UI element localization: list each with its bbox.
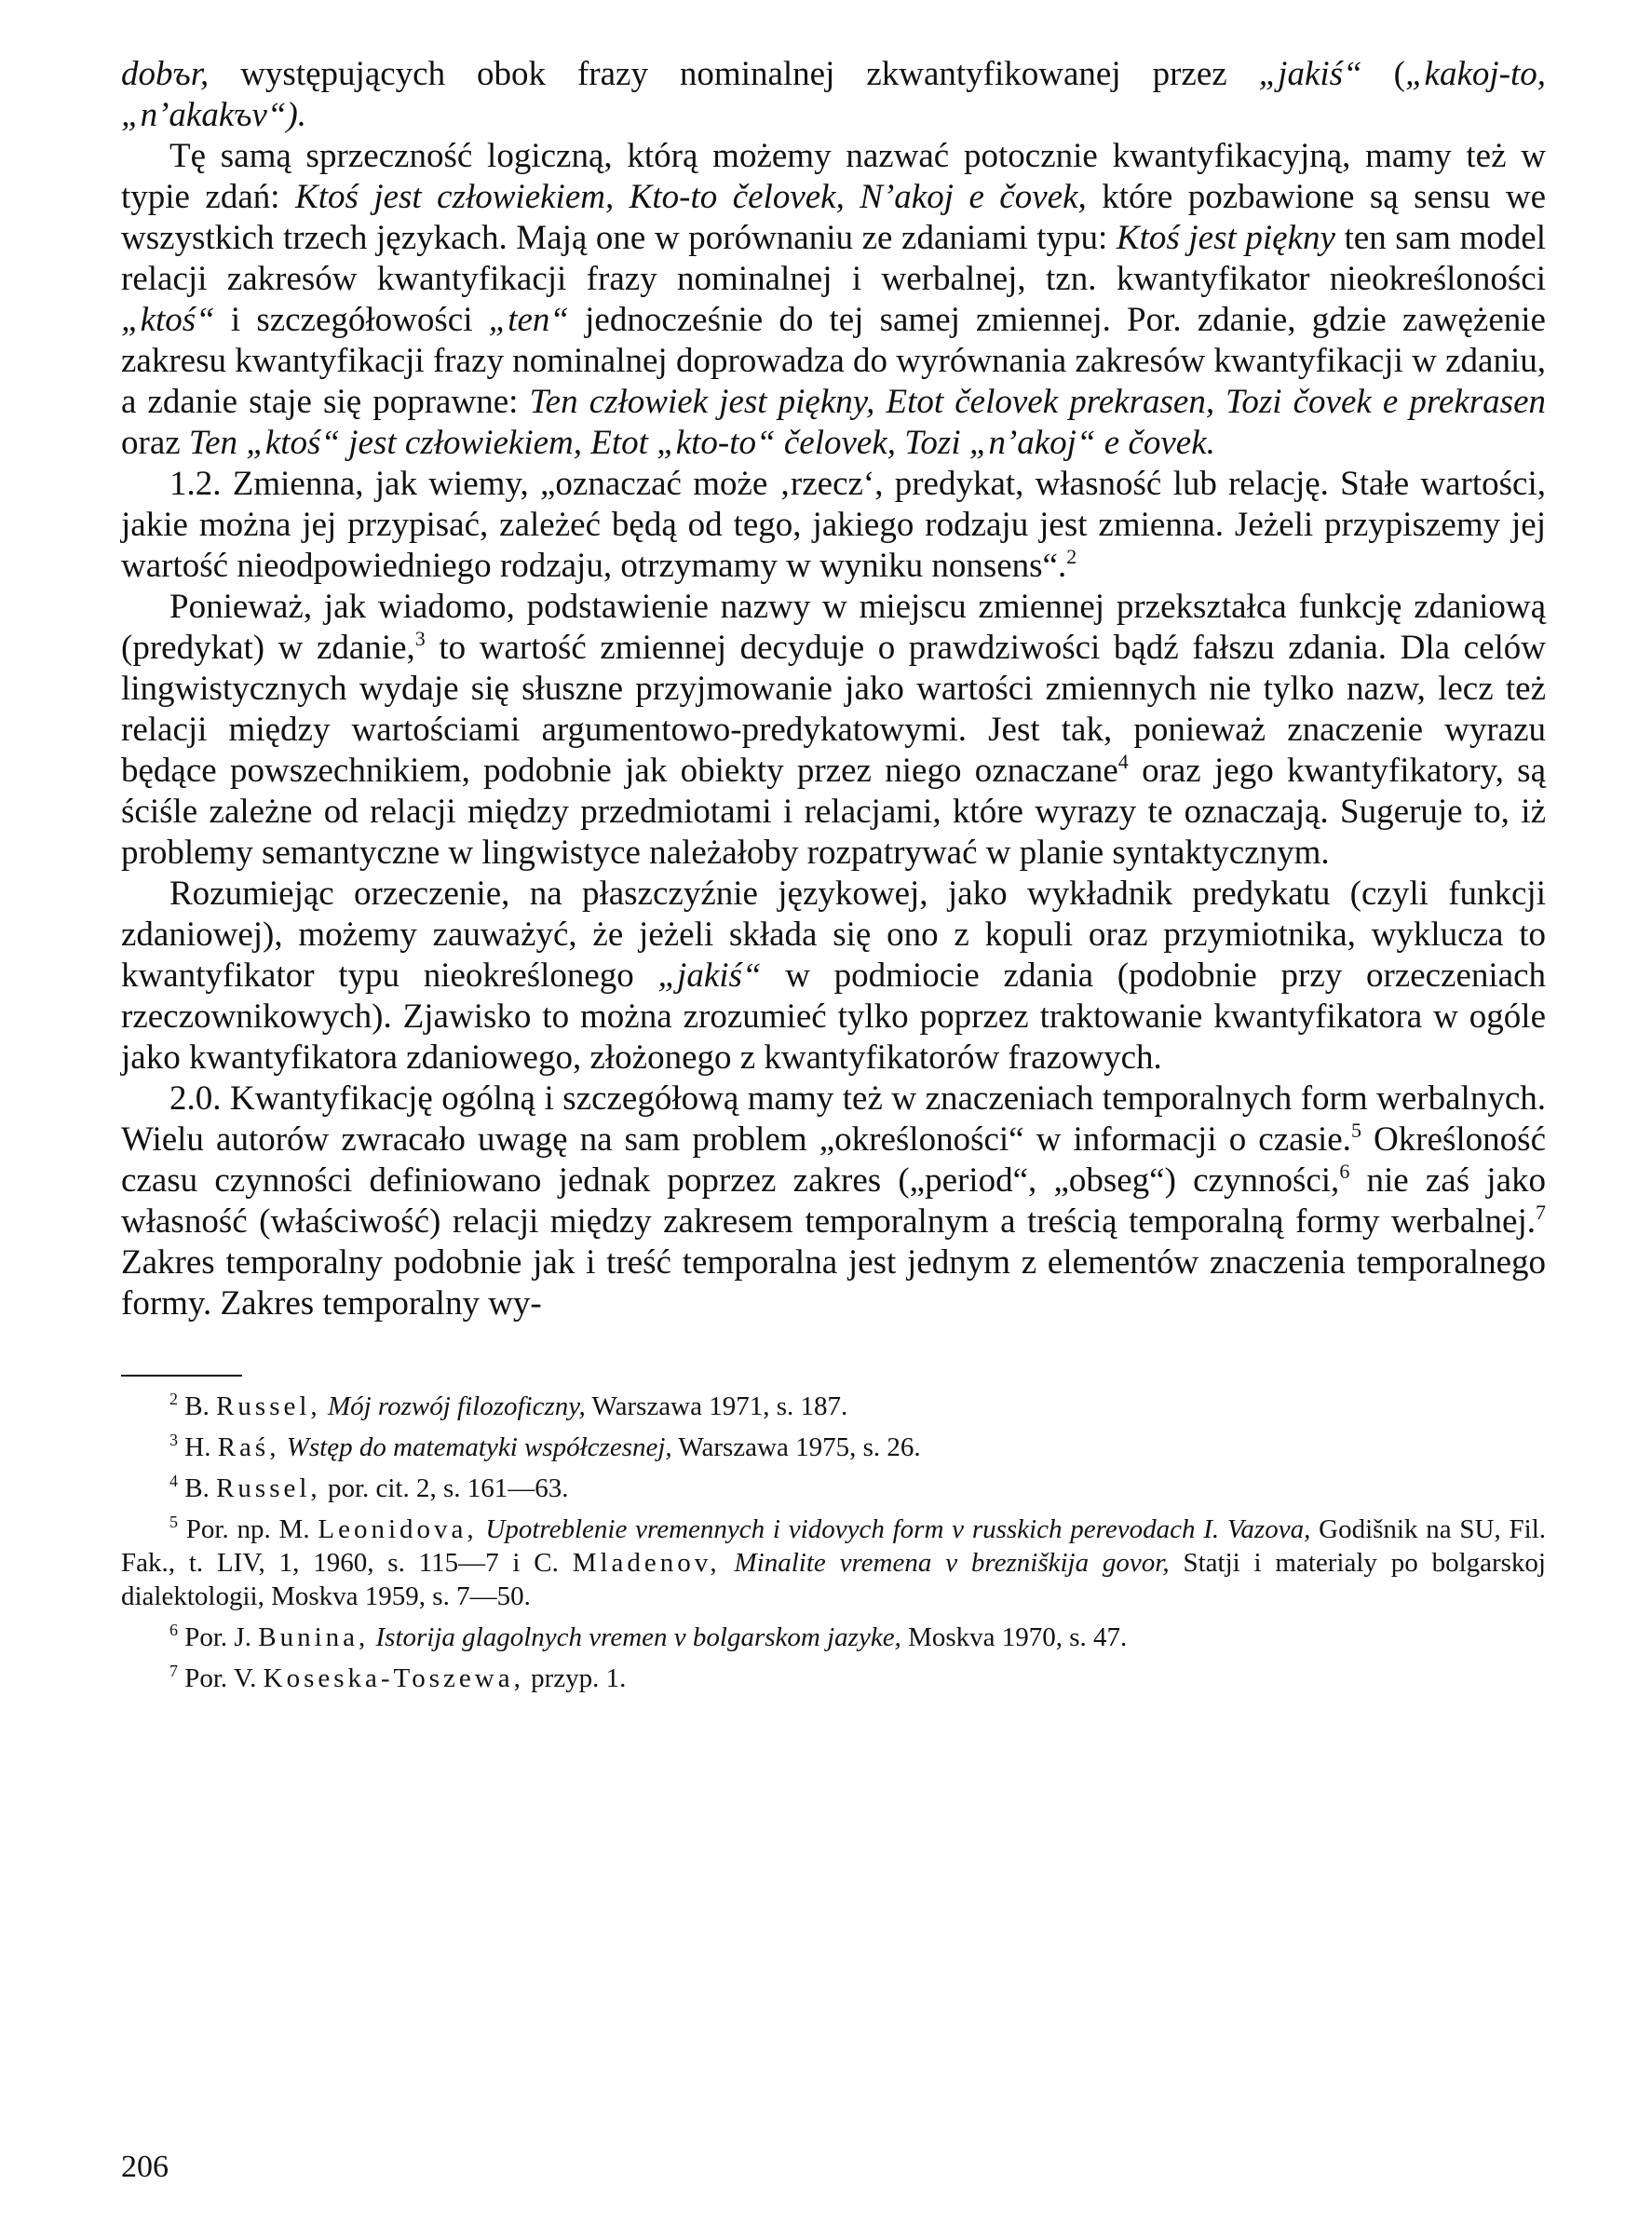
italic-run: „jakiś“ [1258, 55, 1362, 93]
text-run: nie zaś jako własność (właściwość) relacji między zakresem temporalnym a treścią temporalną formy werbalnej. [121, 1161, 1546, 1241]
footnote-ref: 2 [169, 1390, 178, 1408]
paragraph [121, 136, 1546, 464]
footnote-ref: 5 [169, 1513, 178, 1531]
document-page [121, 54, 1546, 1703]
text-run: 1.2. Zmienna, jak wiemy, „oznaczać może ‚rzecz‘, predykat, własność lub relację. Stałe wartości, jakie można jej przypisać, zależeć będą od tego, jakiego rodzaju jest zmienna. Jeżeli przypiszemy jej wartość nieodpowiedniego rodzaju, otrzymamy w wyniku nonsens“. [121, 465, 1546, 585]
footnote [121, 1513, 1546, 1613]
text-run: w podmiocie zdania (podobnie przy orzeczeniach rzeczownikowych). Zjawisko to można zrozumieć tylko poprzez traktowanie kwantyfikatora w ogóle jako kwantyfikatora zdaniowego, złożonego z kwantyfikatorów frazowych. [121, 957, 1547, 1077]
text-run: Rozumiejąc orzeczenie, na płaszczyźnie językowej, jako wykładnik predykatu (czyli funkcji zdaniowej), możemy zauważyć, że jeżeli składa się ono z kopuli oraz przymiotnika, wyklucza to kwantyfikator typu nieokreślonego [121, 875, 1546, 995]
page-number: 206 [121, 2150, 169, 2184]
text-run: B. [178, 1391, 217, 1421]
footnote [121, 1472, 1546, 1505]
italic-run: „ten“ [488, 301, 569, 339]
text-run: Bunina, [258, 1622, 370, 1652]
text-run: Russel, [216, 1391, 321, 1421]
text-run: Koseska-Toszewa, [263, 1663, 524, 1693]
footnotes [121, 1390, 1546, 1695]
text-run: H. [178, 1432, 218, 1462]
text-run: Raś, [217, 1432, 280, 1462]
text-run: Moskva 1970, s. 47. [900, 1622, 1128, 1652]
text-run: jednocześnie do tej samej zmiennej. Por. zdanie, gdzie zawężenie zakresu kwantyfikacji frazy nominalnej doprowadza do wyrównania zakresów kwantyfikacji w zdaniu, a zdanie staje się poprawne: [121, 301, 1546, 421]
text-run: występujących obok frazy nominalnej zkwantyfikowanej przez [209, 55, 1259, 93]
paragraph [121, 54, 1546, 136]
text-run [321, 1391, 328, 1421]
footnote [121, 1390, 1546, 1423]
italic-run: „ktoś“ [121, 301, 215, 339]
text-run: Tę samą sprzeczność logiczną, którą możemy nazwać potocznie kwantyfikacyjną, mamy też w typie zdań: [121, 137, 1546, 216]
text-run: ten sam model relacji zakresów kwantyfikacji frazy nominalnej i werbalnej, tzn. kwantyfikator nieokreśloności [121, 219, 1546, 298]
footnote [121, 1662, 1546, 1695]
text-run: oraz jego kwantyfikatory, są ściśle zależne od relacji między przedmiotami i relacjami, które wyrazy te oznaczają. Sugeruje to, iż problemy semantyczne w lingwistyce należałoby rozpatrywać w planie syntaktycznym. [121, 752, 1546, 872]
footnote [121, 1431, 1546, 1464]
text-run: Zakres temporalny podobnie jak i treść temporalna jest jednym z elementów znaczenia temporalnego formy. Zakres temporalny wy- [121, 1243, 1546, 1323]
text-run: Por. np. M. [178, 1514, 318, 1544]
text-run: por. cit. 2, s. 161—63. [320, 1473, 569, 1503]
italic-run: Ten człowiek jest piękny, Etot čelovek prekrasen, Tozi čovek e prekrasen [529, 383, 1546, 421]
text-run: Określoność czasu czynności definiowano jednak poprzez zakres („period“, „obseg“) czynności, [121, 1120, 1546, 1200]
text-run: Russel, [216, 1473, 321, 1503]
text-run [279, 1432, 286, 1462]
footnote-ref: 3 [169, 1431, 178, 1449]
text-run: ( [1361, 55, 1405, 93]
italic-run: Mój rozwój filozoficzny, [327, 1391, 586, 1421]
text-run: Leonidova, [318, 1514, 478, 1544]
text-run: które pozbawione są sensu we wszystkich trzech językach. Mają one w porównaniu ze zdaniami typu: [121, 178, 1546, 257]
footnote-ref: 7 [1536, 1201, 1546, 1224]
text-run: przyp. 1. [523, 1663, 627, 1693]
footnote-ref: 4 [1117, 750, 1129, 773]
footnote-ref: 2 [1066, 545, 1077, 568]
footnote-ref: 4 [169, 1472, 178, 1490]
italic-run: dobъr, [121, 55, 210, 93]
italic-run: Ktoś jest piękny [1116, 219, 1335, 257]
paragraph [121, 874, 1546, 1079]
italic-run: Wstęp do matematyki współczesnej, [286, 1432, 672, 1462]
paragraph [121, 464, 1546, 587]
text-run [369, 1622, 375, 1652]
footnote-ref: 5 [1350, 1119, 1361, 1142]
italic-run: Ten „ktoś“ jest człowiekiem, Etot „kto-to“ čelovek, Tozi „n’akoj“ e čovek. [188, 424, 1215, 462]
text-run: Godišnik na SU, Fil. Fak., t. LIV, 1, 1960, s. 115—7 i C. [121, 1514, 1547, 1578]
text-run: i szczegółowości [214, 301, 489, 339]
text-run: Por. J. [178, 1622, 259, 1652]
text-run: oraz [121, 424, 189, 462]
italic-run: Minalite vremena v brezniškija govor, [734, 1548, 1170, 1578]
footnote-ref: 6 [169, 1621, 178, 1639]
italic-run: Upotreblenie vremennych i vidovych form v russkich perevodach I. Vazova, [485, 1514, 1311, 1544]
italic-run: „kakoj-to, „n’akakъv“). [121, 55, 1546, 134]
text-run: Ponieważ, jak wiadomo, podstawienie nazwy w miejscu zmiennej przekształca funkcję zdaniową (predykat) w zdanie, [121, 588, 1546, 667]
footnote-ref: 7 [169, 1662, 178, 1680]
footnote-ref: 3 [414, 627, 426, 650]
text-run: Mladenov, [572, 1548, 721, 1578]
body-text [121, 54, 1546, 1324]
paragraph [121, 1079, 1546, 1324]
text-run [721, 1548, 735, 1578]
text-run: 2.0. Kwantyfikację ogólną i szczegółową mamy też w znaczeniach temporalnych form werbalnych. Wielu autorów zwracało uwagę na sam problem „określoności“ w informacji o czasie. [121, 1079, 1546, 1159]
footnote-separator [121, 1375, 242, 1377]
text-run: Warszawa 1975, s. 26. [671, 1432, 921, 1462]
footnote [121, 1621, 1546, 1654]
paragraph [121, 587, 1546, 874]
text-run: Warszawa 1971, s. 187. [585, 1391, 848, 1421]
text-run: Statji i materialy po bolgarskoj dialektologii, Moskva 1959, s. 7—50. [121, 1548, 1546, 1611]
italic-run: Ktoś jest człowiekiem, Kto-to čelovek, N’akoj e čovek, [295, 178, 1087, 216]
italic-run: „jakiś“ [657, 957, 762, 995]
text-run: Por. V. [178, 1663, 264, 1693]
italic-run: Istorija glagolnych vremen v bolgarskom jazyke, [375, 1622, 901, 1652]
footnote-ref: 6 [1339, 1160, 1350, 1183]
text-run: to wartość zmiennej decyduje o prawdziwości bądź fałszu zdania. Dla celów lingwistycznych wydaje się słuszne przyjmowanie jako wartości zmiennych nie tylko nazw, lecz też relacji między wartościami argumentowo-predykatowymi. Jest tak, ponieważ znaczenie wyrazu będące powszechnikiem, podobnie jak obiekty przez niego oznaczane [121, 629, 1546, 790]
text-run: B. [178, 1473, 217, 1503]
